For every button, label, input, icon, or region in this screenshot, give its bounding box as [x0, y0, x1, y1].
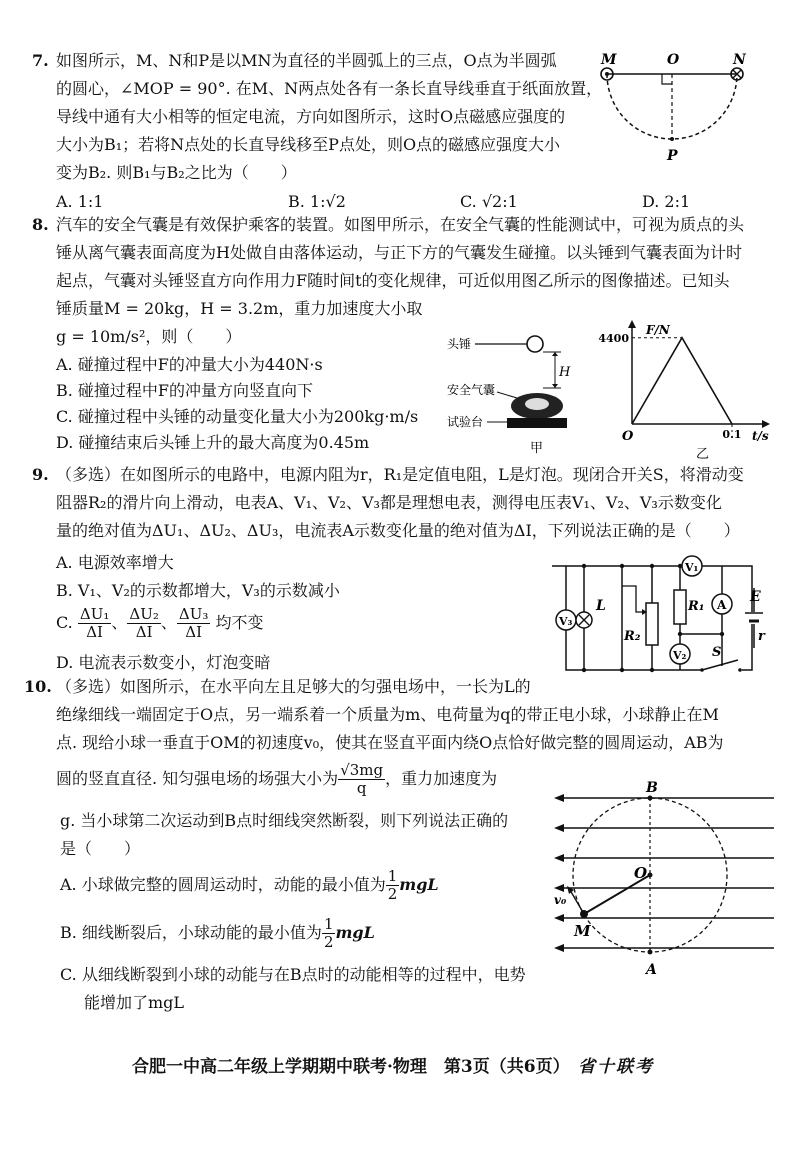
question-text-line: 阻器R₂的滑片向上滑动，电表A、V₁、V₂、V₃都是理想电表，测得电压表V₁、V₂、V₃示数变化 — [56, 493, 722, 512]
label-r: r — [758, 629, 765, 644]
chart-caption: 乙 — [696, 447, 710, 460]
option-d: D. 电流表示数变小，灯泡变暗 — [56, 653, 271, 672]
label-v0: v₀ — [554, 893, 567, 907]
fraction-denominator: ΔI — [86, 623, 103, 641]
fraction — [322, 916, 336, 951]
question-text-line: g. 当小球第二次运动到B点时细线突然断裂，则下列说法正确的 — [60, 811, 509, 830]
question-text-line: 是（ ） — [60, 839, 141, 858]
question-text-line: 点. 现给小球一垂直于OM的初速度v₀，使其在竖直平面内绕O点恰好做完整的圆周运动，AB为 — [56, 733, 724, 752]
label-r1: R₁ — [688, 599, 705, 614]
separator: 、 — [160, 613, 177, 632]
option-d: D. 碰撞结束后头锤上升的最大高度为0.45m — [56, 433, 370, 452]
label-n: N — [733, 52, 746, 68]
option-b — [60, 916, 375, 951]
question-text-line: 如图所示，M、N和P是以MN为直径的半圆弧上的三点，O点为半圆弧 — [56, 51, 557, 70]
option-a — [60, 868, 439, 903]
option-b: B. 碰撞过程中F的冲量方向竖直向下 — [56, 381, 314, 400]
x-tick-label: 0.1 — [722, 428, 742, 441]
option-a: A. 电源效率增大 — [56, 553, 174, 572]
question-text-line: 起点，气囊对头锤竖直方向作用力F随时间t的变化规律，可近似用图乙所示的图像描述。已知头 — [56, 271, 730, 290]
question-text-line — [56, 762, 497, 797]
question-text-line: 大小为B₁；若将N点处的长直导线移至P点处，则O点的磁感应强度大小 — [56, 135, 561, 154]
x-axis-label: t/s — [752, 429, 769, 443]
text-segment: ，重力加速度为 — [385, 769, 498, 788]
label-e: E — [750, 589, 761, 605]
field-arrow-icons — [554, 794, 564, 952]
fraction — [78, 606, 112, 641]
label-a: A — [646, 962, 657, 978]
question-text-line: （多选）如图所示，在水平向左且足够大的匀强电场中，一长为L的 — [56, 677, 531, 696]
option-b-mgl: mgL — [335, 923, 375, 942]
option-d: D. 2:1 — [642, 192, 691, 211]
label-platform: 试验台 — [447, 415, 484, 429]
option-a-mgl: mgL — [399, 875, 439, 894]
x-axis-arrow-icon — [762, 420, 770, 428]
force-time-chart — [592, 320, 777, 460]
question-text-line: 锤质量M = 20kg，H = 3.2m，重力加速度大小取 — [56, 299, 423, 318]
force-series-line — [632, 338, 732, 424]
separator: 、 — [111, 613, 128, 632]
label-airbag: 安全气囊 — [447, 383, 496, 397]
option-c — [56, 606, 264, 641]
question-text-line: （多选）在如图所示的电路中，电源内阻为r，R₁是定值电阻，L是灯泡。现闭合开关S，将滑动变 — [56, 465, 744, 484]
label-l: L — [596, 598, 606, 614]
label-m: M — [601, 52, 617, 68]
label-s: S — [712, 645, 722, 660]
label-o: O — [634, 864, 648, 882]
field-strength-fraction — [338, 762, 385, 797]
label-p: P — [667, 148, 678, 164]
option-c-line: C. 从细线断裂到小球的动能与在B点时的动能相等的过程中，电势 — [60, 965, 526, 984]
option-c-line: 能增加了mgL — [84, 993, 185, 1012]
velocity-arrow-icon — [567, 886, 574, 894]
question-number: 10. — [24, 677, 52, 696]
origin-label: O — [622, 429, 634, 444]
option-a: A. 1:1 — [56, 192, 104, 211]
question-text-line: 绝缘细线一端固定于O点，另一端系着一个质量为m、电荷量为q的带正电小球，小球静止在M — [56, 705, 719, 724]
semicircle-figure — [585, 48, 770, 183]
rheostat-r2-icon — [646, 603, 658, 645]
label-o: O — [667, 52, 680, 68]
question-number: 8. — [32, 215, 49, 234]
circuit-diagram — [552, 548, 774, 680]
label-r2: R₂ — [624, 629, 641, 644]
fraction-denominator: 2 — [323, 933, 334, 951]
caption-jia: 甲 — [530, 441, 544, 456]
fraction-numerator: √3mg — [340, 761, 384, 779]
option-b: B. V₁、V₂的示数都增大，V₃的示数减小 — [56, 581, 340, 600]
resistor-r1-icon — [674, 590, 686, 624]
y-axis-label: F/N — [646, 323, 670, 337]
question-text-line: 锤从离气囊表面高度为H处做自由落体运动，与正下方的气囊发生碰撞。以头锤到气囊表面为计时 — [56, 243, 742, 262]
question-number: 7. — [32, 51, 49, 70]
fraction-numerator: 1 — [323, 915, 334, 933]
fraction-denominator: 2 — [387, 885, 398, 903]
option-a-text: A. 小球做完整的圆周运动时，动能的最小值为 — [60, 875, 386, 894]
label-v3: V₃ — [559, 615, 573, 628]
option-c: C. 碰撞过程中头锤的动量变化量大小为200kg·m/s — [56, 407, 419, 426]
fraction-denominator: ΔI — [135, 623, 153, 641]
platform-icon — [507, 418, 567, 428]
label-v1: V₁ — [685, 561, 699, 574]
fraction-numerator: 1 — [387, 867, 398, 885]
fraction — [127, 606, 161, 641]
question-text-line: 导线中通有大小相等的恒定电流，方向如图所示，这时O点磁感应强度的 — [56, 107, 566, 126]
question-text-line: 量的绝对值为ΔU₁、ΔU₂、ΔU₃，电流表A示数变化量的绝对值为ΔI，下列说法正确的是（ ） — [56, 521, 740, 540]
label-head: 头锤 — [447, 337, 472, 351]
label-h: H — [559, 365, 571, 380]
fraction-denominator: q — [356, 779, 367, 797]
question-text-line: 变为B₂. 则B₁与B₂之比为（ ） — [56, 163, 297, 182]
option-c-suffix: 均不变 — [215, 613, 264, 632]
option-c: C. √2:1 — [460, 192, 518, 211]
fraction-numerator: ΔU₂ — [129, 605, 159, 623]
question-text-line: g = 10m/s²，则（ ） — [56, 327, 242, 346]
label-m: M — [574, 922, 591, 940]
question-text-line: 汽车的安全气囊是有效保护乘客的装置。如图甲所示，在安全气囊的性能测试中，可视为质点的头 — [56, 215, 745, 234]
head-ball-icon — [527, 336, 543, 352]
label-b: B — [646, 780, 658, 796]
y-axis-arrow-icon — [628, 320, 636, 328]
y-tick-label: 4400 — [598, 331, 629, 345]
fraction-numerator: ΔU₃ — [178, 605, 209, 623]
label-v2: V₂ — [673, 649, 687, 662]
option-b-text: B. 细线断裂后，小球动能的最小值为 — [60, 923, 322, 942]
question-text-line: 的圆心，∠MOP = 90°. 在M、N两点处各有一条长直导线垂直于纸面放置， — [56, 79, 603, 98]
question-number: 9. — [32, 465, 49, 484]
drop-test-figure — [445, 330, 580, 460]
option-c-prefix: C. — [56, 613, 73, 632]
exam-logo: 省十联考 — [578, 1057, 654, 1077]
fraction-denominator: ΔI — [185, 623, 203, 641]
fraction — [386, 868, 400, 903]
page-footer: 合肥一中高二年级上学期期中联考·物理 第3页（共6页） — [132, 1057, 570, 1077]
text-segment: 圆的竖直直径. 知匀强电场的场强大小为 — [56, 769, 339, 788]
option-a: A. 碰撞过程中F的冲量大小为440N·s — [56, 355, 323, 374]
fraction-numerator: ΔU₁ — [79, 605, 110, 623]
label-a: A — [717, 598, 727, 612]
fraction — [177, 606, 211, 641]
electric-field-figure — [548, 778, 783, 986]
option-b: B. 1:√2 — [288, 192, 346, 211]
